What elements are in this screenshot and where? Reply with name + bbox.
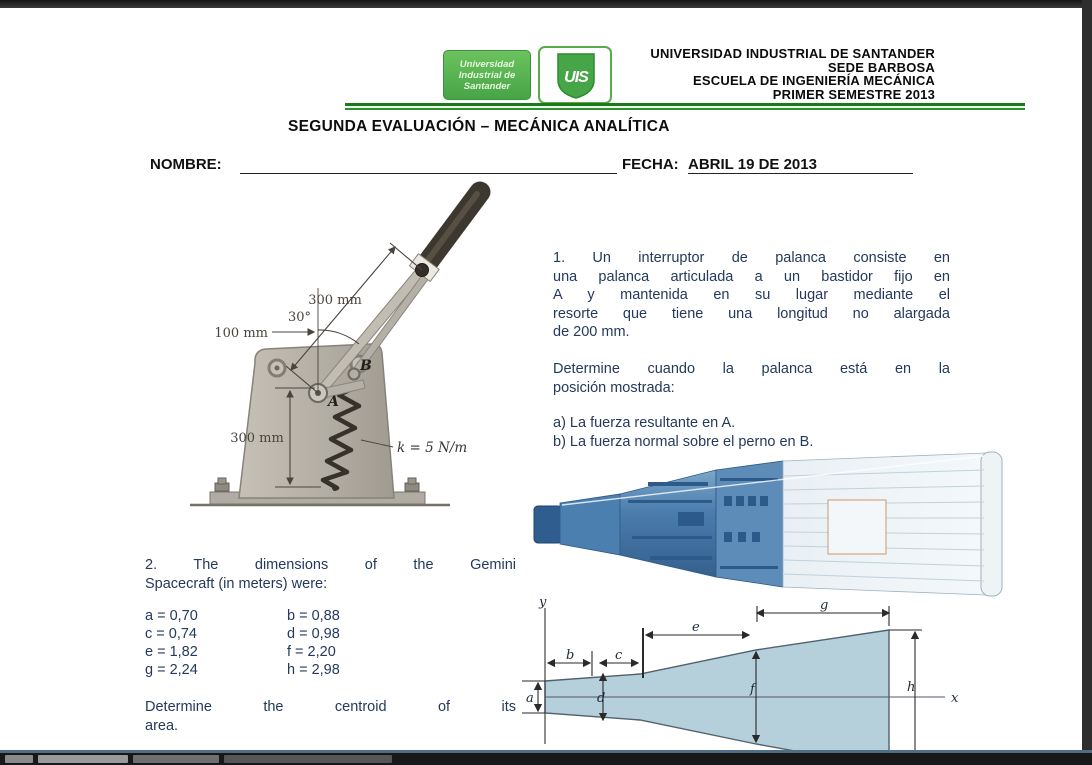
pin-b: [349, 369, 360, 380]
text-line: de 200 mm.: [553, 324, 630, 341]
text-line: 2. The dimensions of the Gemini: [145, 557, 516, 573]
taskbar-segment[interactable]: [38, 755, 128, 763]
handle-highlight: [428, 194, 477, 260]
text-line: 1. Un interruptor de palanca consiste en: [553, 250, 950, 266]
gemini-spacecraft-photo: [528, 448, 1015, 598]
dim-c-label: c: [615, 648, 623, 663]
spring-constant-label: k = 5 N/m: [397, 440, 468, 456]
text-line: resorte que tiene una longitud no alargada: [553, 305, 950, 322]
name-label: NOMBRE:: [150, 156, 222, 173]
header-divider: [345, 103, 1025, 110]
problem2-intro: [145, 556, 516, 593]
university-logo-badge: [443, 50, 531, 100]
exam-title: SEGUNDA EVALUACIÓN – MECÁNICA ANALÍTICA: [288, 118, 670, 135]
institution-line: UNIVERSIDAD INDUSTRIAL DE SANTANDER: [650, 46, 935, 61]
dim-f-label: f: [750, 682, 755, 697]
institution-block: [620, 47, 935, 101]
dim-b-label: b: [566, 648, 575, 663]
spring-end: [332, 485, 338, 491]
offset-label: 100 mm: [214, 326, 268, 341]
taskbar-segment[interactable]: [224, 755, 392, 763]
problem2-dimension-table: [145, 607, 516, 679]
date-value: ABRIL 19 DE 2013: [688, 156, 913, 174]
uis-shield-logo: [538, 46, 612, 104]
name-blank-field: [240, 156, 617, 174]
dim-e-label: e: [692, 620, 700, 635]
taskbar-strip: [0, 753, 1092, 765]
spacecraft-nose: [534, 506, 562, 543]
anchor-bolt-right: [405, 478, 419, 491]
lever-length-label: 300 mm: [308, 293, 362, 308]
text-line: area.: [145, 717, 179, 734]
anchor-bolt-left: [215, 478, 229, 491]
spacecraft-hatch: [828, 500, 886, 554]
date-label: FECHA:: [622, 156, 679, 173]
table-row: [145, 625, 516, 643]
list-item: a) La fuerza resultante en A.: [553, 415, 736, 431]
spacecraft-neck: [560, 494, 620, 555]
institution-line: PRIMER SEMESTRE 2013: [772, 86, 935, 102]
logo-line: Industrial de: [458, 70, 516, 81]
dim-cell: d = 0,98: [287, 626, 340, 642]
text-line: Spacecraft (in meters) were:: [145, 575, 328, 592]
y-axis-label: y: [539, 596, 547, 610]
dim-cell: e = 1,82: [145, 644, 198, 660]
text-line: A y mantenida en su lugar mediante el: [553, 287, 950, 304]
dim-cell: f = 2,20: [287, 644, 336, 660]
taskbar-segment[interactable]: [133, 755, 219, 763]
angle-label: 30°: [287, 310, 311, 325]
uis-shield-icon: [556, 52, 596, 100]
bracket-hole-left-center: [275, 366, 280, 371]
uis-monogram: UIS: [564, 69, 588, 86]
text-line: una palanca articulada a un bastidor fijo en: [553, 268, 950, 285]
dim-h-label: h: [907, 680, 916, 695]
taskbar-segment[interactable]: [5, 755, 33, 763]
text-line: Determine cuando la palanca está en la: [553, 361, 950, 377]
point-b-label: B: [360, 358, 372, 374]
problem2-closing: [145, 698, 516, 735]
problem1-prompt: [553, 360, 950, 397]
table-row: [145, 607, 516, 625]
dim-cell: b = 0,88: [287, 608, 340, 624]
text-line: posición mostrada:: [553, 379, 675, 396]
institution-line: SEDE BARBOSA: [827, 59, 935, 75]
list-item: b) La fuerza normal sobre el perno en B.: [553, 433, 814, 450]
dim-cell: c = 0,74: [145, 626, 197, 642]
problem1-paragraph: [553, 249, 950, 342]
spacecraft-heatshield-rim: [981, 452, 1002, 596]
dim-d-label: d: [597, 691, 606, 706]
table-row: [145, 643, 516, 661]
dim-cell: g = 2,24: [145, 662, 198, 678]
institution-line: ESCUELA DE INGENIERÍA MECÁNICA: [693, 73, 935, 88]
table-row: [145, 661, 516, 679]
lever-switch-figure: [165, 180, 555, 542]
dim-cell: h = 2,98: [287, 662, 340, 678]
point-a-label: A: [328, 394, 339, 410]
window-top-edge: [0, 0, 1092, 8]
dim-a-label: a: [526, 691, 534, 706]
logo-line: Santander: [463, 81, 511, 92]
logo-line: Universidad: [459, 59, 515, 70]
x-axis-label: x: [951, 691, 959, 706]
dim-g-label: g: [820, 598, 829, 613]
spring-length-label: 300 mm: [230, 431, 284, 446]
spacecraft-dimension-diagram: [520, 596, 980, 765]
name-date-row: [150, 156, 920, 176]
text-line: Determine the centroid of its: [145, 699, 516, 715]
window-right-edge: [1082, 0, 1092, 765]
problem1-items: [553, 414, 950, 451]
dim-cell: a = 0,70: [145, 608, 198, 624]
